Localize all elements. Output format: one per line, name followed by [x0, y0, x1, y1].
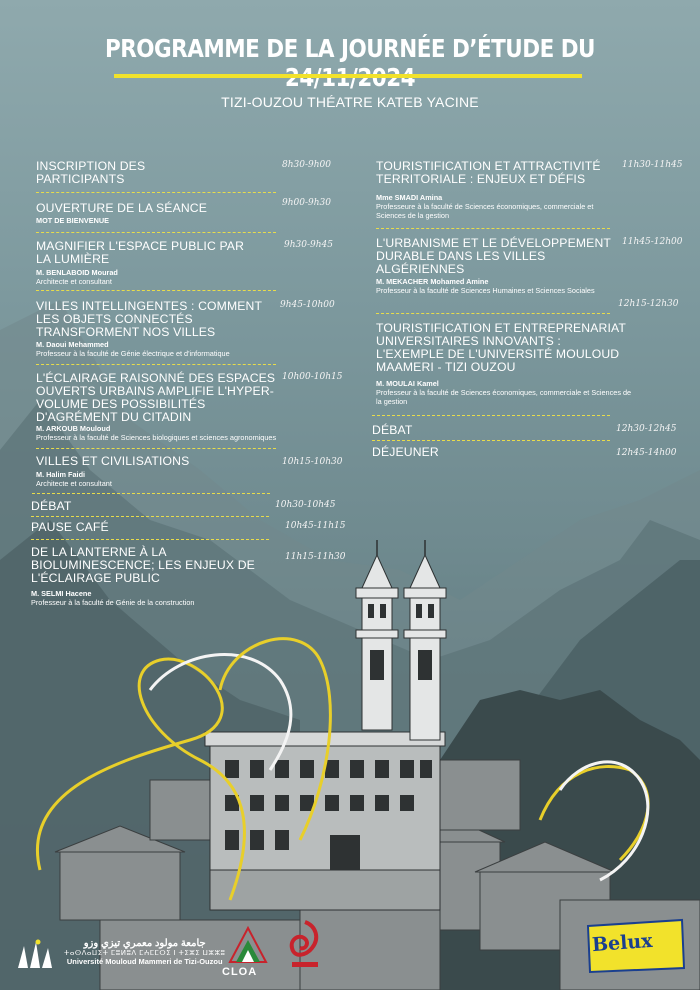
- speaker-name: MOT DE BIENVENUE: [36, 216, 109, 225]
- program-item: [31, 545, 346, 607]
- separator: [36, 192, 276, 193]
- speaker-affiliation: Professeur à la faculté de Génie électrique et d'informatique: [36, 349, 230, 358]
- item-title: DÉBAT: [31, 499, 72, 513]
- speaker-affiliation: Professeur à la faculté de Sciences Humaines et Sciences Sociales: [376, 286, 595, 295]
- university-name-french: Université Mouloud Mammeri de Tizi-Ouzou: [66, 957, 223, 966]
- speaker-affiliation: Architecte et consultant: [36, 479, 112, 488]
- program-item: [36, 371, 343, 442]
- program-item: [376, 159, 683, 220]
- item-time: 10h30-10h45: [275, 500, 336, 510]
- item-time: 11h15-11h30: [285, 552, 346, 562]
- separator: [36, 232, 276, 233]
- program-item: [372, 423, 677, 437]
- university-name-tifinagh: ⵜⴰⵙⴷⴰⵡⵉⵜ ⵎⵓⵍⵓⴷ ⵎⵄⵎⵎⵔⵉ ⵏ ⵜⵉⵣⵉ ⵡⵣⵣⵓ: [64, 950, 226, 957]
- item-title: DÉBAT: [372, 423, 413, 437]
- program-item: [36, 454, 343, 488]
- program-item: [36, 239, 333, 286]
- cloa-logo: CLOA: [222, 966, 258, 978]
- separator: [32, 493, 270, 494]
- item-title: DÉJEUNER: [372, 445, 439, 459]
- item-title: INSCRIPTION DES PARTICIPANTS: [36, 159, 146, 186]
- speaker-name: M. SELMI Hacene: [31, 589, 92, 598]
- partner-logo-icon: [284, 918, 326, 970]
- item-time: 12h15-12h30: [618, 299, 679, 309]
- separator: [372, 440, 610, 441]
- program-item: [36, 299, 335, 358]
- program-item: [31, 520, 346, 534]
- program-item: [31, 499, 336, 513]
- title-underline: [114, 74, 582, 78]
- item-time: 10h45-11h15: [285, 521, 346, 531]
- speaker-name: Mme SMADI Amina: [376, 193, 443, 202]
- university-name-arabic: جامعة مولود معمري تيزي وزو: [83, 938, 206, 949]
- item-time: 9h00-9h30: [282, 198, 331, 208]
- separator: [36, 290, 276, 291]
- speaker-name: M. Halim Faidi: [36, 470, 86, 479]
- program-item: [376, 236, 683, 295]
- speaker-affiliation: Professeure à la faculté de Sciences économiques, commerciale et Sciences de la gestion: [376, 202, 594, 220]
- item-time: 12h30-12h45: [616, 424, 677, 434]
- item-time: 11h45-12h00: [622, 237, 683, 247]
- item-title: L'URBANISME ET LE DÉVELOPPEMENT DURABLE DANS LES VILLES ALGÉRIENNES: [376, 236, 611, 276]
- speaker-name: M. MEKACHER Mohamed Amine: [376, 277, 489, 286]
- cloa-emblem-icon: [224, 922, 272, 966]
- speaker-affiliation: Professeur à la faculté de Génie de la construction: [31, 598, 195, 607]
- item-time: 9h30-9h45: [284, 240, 333, 250]
- item-time: 8h30-9h00: [282, 160, 331, 170]
- speaker-name: M. MOULAI Kamel: [376, 379, 439, 388]
- separator: [31, 539, 269, 540]
- university-logo: [64, 938, 225, 966]
- separator: [376, 313, 610, 314]
- item-time: 12h45-14h00: [616, 448, 677, 458]
- item-title: VILLES ET CIVILISATIONS: [36, 454, 190, 468]
- separator: [36, 364, 276, 365]
- program-item: [36, 159, 331, 186]
- program-item: [372, 445, 677, 459]
- speaker-name: M. Daoui Mehammed: [36, 340, 109, 349]
- item-title: VILLES INTELLINGENTES : COMMENT LES OBJETS CONNECTÉS TRANSFORMENT NOS VILLES: [36, 299, 262, 339]
- item-title: MAGNIFIER L'ESPACE PUBLIC PAR LA LUMIÈRE: [36, 239, 245, 266]
- separator: [31, 516, 269, 517]
- speaker-name: M. ARKOUB Mouloud: [36, 424, 111, 433]
- page-title: PROGRAMME DE LA JOURNÉE D’ÉTUDE DU: [105, 34, 595, 63]
- item-title: L'ÉCLAIRAGE RAISONNÉ DES ESPACES OUVERTS URBAINS AMPLIFIE L'HYPER-VOLUME DES POSSIBILITÉS D'AGRÉMENT DU CITADIN: [36, 371, 276, 424]
- item-time: 10h15-10h30: [282, 457, 343, 467]
- speaker-affiliation: Professeur à la faculté de Sciences économiques, commerciale et Sciences de la gestion: [376, 388, 632, 406]
- item-title: TOURISTIFICATION ET ATTRACTIVITÉ TERRITORIALE : ENJEUX ET DÉFIS: [376, 159, 601, 186]
- separator: [36, 448, 276, 449]
- item-time: 10h00-10h15: [282, 372, 343, 382]
- separator: [376, 228, 610, 229]
- university-emblem-icon: [14, 938, 58, 972]
- item-time: 9h45-10h00: [280, 300, 335, 310]
- separator: [372, 415, 610, 416]
- sponsor-logo: Belux: [591, 929, 654, 957]
- item-title: PAUSE CAFÉ: [31, 520, 109, 534]
- item-title: TOURISTIFICATION ET ENTREPRENARIAT UNIVERSITAIRES INNOVANTS : L'EXEMPLE DE L'UNIVERSITÉ MOULOUD MAAMERI - TIZI OUZOU: [376, 321, 626, 374]
- item-title: DE LA LANTERNE À LA BIOLUMINESCENCE; LES ENJEUX DE L'ÉCLAIRAGE PUBLIC: [31, 545, 255, 585]
- program-item: [36, 198, 331, 225]
- speaker-name: M. BENLABOID Mourad: [36, 268, 118, 277]
- item-title: OUVERTURE DE LA SÉANCE: [36, 201, 208, 215]
- speaker-affiliation: Architecte et consultant: [36, 277, 112, 286]
- item-time: 11h30-11h45: [622, 160, 683, 170]
- event-location: TIZI-OUZOU THÉATRE KATEB YACINE: [221, 94, 479, 110]
- program-item: [376, 299, 679, 406]
- speaker-affiliation: Professeur à la faculté de Sciences biologiques et sciences agronomiques: [36, 433, 277, 442]
